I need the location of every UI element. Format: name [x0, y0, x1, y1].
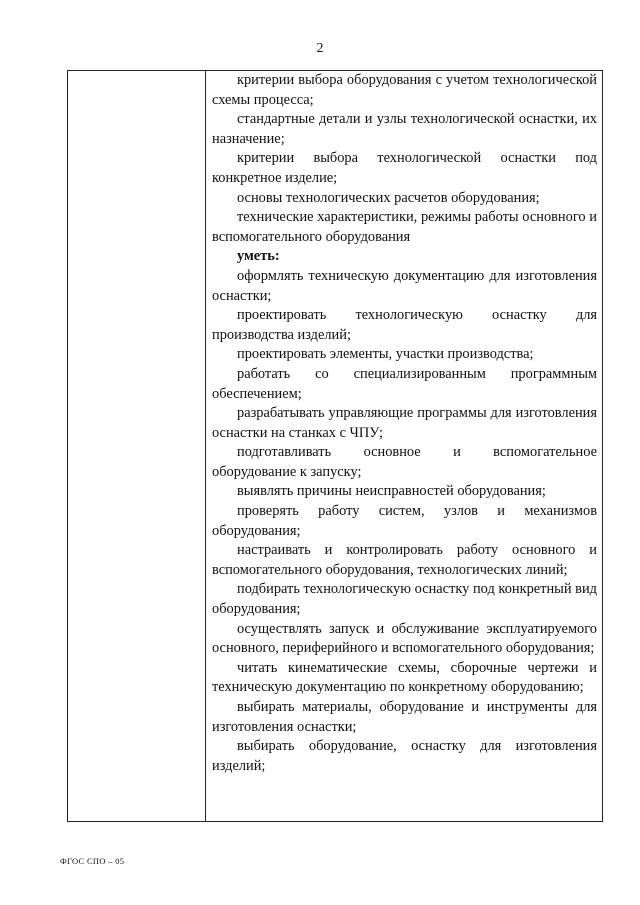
skill-item: оформлять техническую документацию для изготовления оснастки; [212, 267, 597, 304]
skill-item: выбирать материалы, оборудование и инструменты для изготовления оснастки; [212, 699, 597, 735]
skill-item: работать со специализированным программным обеспечением; [212, 365, 597, 402]
list-item: критерии выбора технологической оснастки под конкретное изделие; [212, 150, 597, 186]
list-item: стандартные детали и узлы технологической оснастки, их назначение; [212, 111, 597, 147]
table-left-cell [68, 71, 206, 821]
skill-item: подбирать технологическую оснастку под конкретный вид оборудования; [212, 581, 597, 618]
list-item: критерии выбора оборудования с учетом технологической схемы процесса; [212, 72, 597, 108]
skill-item: выявлять причины неисправностей оборудования; [237, 483, 546, 500]
skill-item: осуществлять запуск и обслуживание эксплуатируемого основного, периферийного и вспомогательного оборудования; [212, 620, 597, 657]
page-number: 2 [316, 41, 324, 56]
list-item: технические характеристики, режимы работы основного и вспомогательного оборудования [212, 209, 597, 245]
list-item: основы технологических расчетов оборудования; [237, 189, 540, 206]
skill-item: подготавливать основное и вспомогательное оборудование к запуску; [212, 444, 597, 480]
skill-item: проверять работу систем, узлов и механизмов оборудования; [212, 503, 597, 539]
table-right-cell [206, 71, 602, 821]
skill-item: проектировать технологическую оснастку для производства изделий; [212, 307, 597, 343]
skill-item: читать кинематические схемы, сборочные чертежи и техническую документацию по конкретному оборудованию; [212, 659, 597, 696]
skill-item: выбирать оборудование, оснастку для изготовления изделий; [212, 738, 597, 774]
skill-item: проектировать элементы, участки производства; [237, 346, 534, 363]
content-table [67, 70, 603, 822]
skill-item: разрабатывать управляющие программы для изготовления оснастки на станках с ЧПУ; [212, 405, 597, 441]
skill-item: настраивать и контролировать работу основного и вспомогательного оборудования, технологических линий; [212, 542, 597, 578]
section-heading: уметь: [237, 248, 280, 265]
footer-code: ФГОС СПО – 05 [60, 856, 125, 866]
